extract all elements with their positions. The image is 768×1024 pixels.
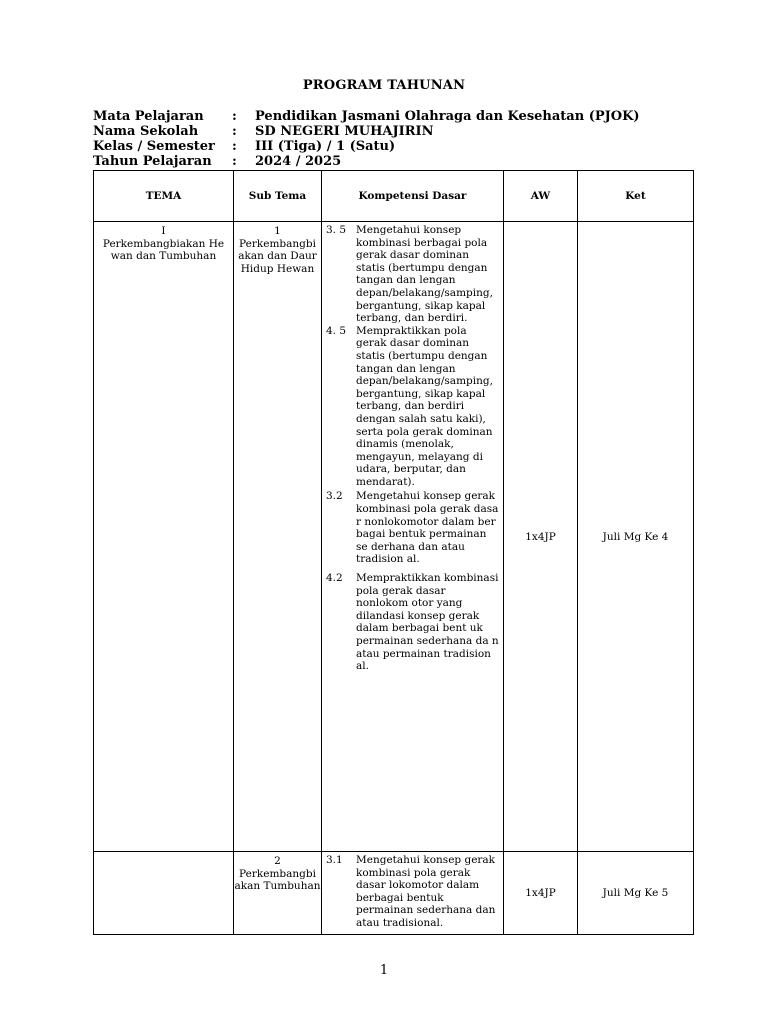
- info-block: [93, 109, 640, 169]
- kompetensi-dasar-cell: [322, 852, 504, 935]
- ket-cell: Juli Mg Ke 5: [578, 852, 694, 935]
- program-table: [93, 170, 694, 935]
- subtema-cell: [234, 222, 322, 852]
- info-row-year: [93, 154, 640, 169]
- info-separator: :: [232, 124, 237, 139]
- subtema-cell: [234, 852, 322, 935]
- kompetensi-dasar-cell: [322, 222, 504, 852]
- kd-item: [326, 572, 499, 673]
- info-value: SD NEGERI MUHAJIRIN: [255, 124, 434, 139]
- ket-cell: Juli Mg Ke 4: [578, 222, 694, 852]
- info-label: Mata Pelajaran: [93, 109, 204, 124]
- info-value: Pendidikan Jasmani Olahraga dan Kesehatan (PJOK): [255, 109, 640, 124]
- kd-text: Mengetahui konsep kombinasi berbagai pola gerak dasar dominan statis (bertumpu dengan tangan dan lengan depan/belakang/samping, bergantung, sikap kapal terbang, dan berdiri.: [356, 224, 493, 325]
- aw-cell: 1x4JP: [504, 222, 578, 852]
- header-tema: TEMA: [94, 171, 234, 222]
- tema-name: Perkembangbiakan He wan dan Tumbuhan: [102, 237, 225, 263]
- subtema-name: Perkembangbi akan Tumbuhan: [234, 867, 321, 893]
- kd-number: 3. 5: [326, 224, 347, 236]
- header-kompetensi-dasar: Kompetensi Dasar: [322, 171, 504, 222]
- kd-text: Mempraktikkan kombinasi pola gerak dasar nonlokom otor yang dilandasi konsep gerak dalam berbagai bent uk permainan sederhana da n atau permainan tradision al.: [356, 572, 499, 673]
- kd-text: Mengetahui konsep gerak kombinasi pola gerak dasar lokomotor dalam berbagai bentuk permainan sederhana dan atau tradisional.: [356, 854, 496, 929]
- tema-cell: [94, 852, 234, 935]
- header-ket: Ket: [578, 171, 694, 222]
- info-separator: :: [232, 109, 237, 124]
- kd-number: 3.2: [326, 490, 343, 503]
- info-value: 2024 / 2025: [255, 154, 342, 169]
- kd-number: 3.1: [326, 854, 343, 866]
- kd-item: [326, 854, 499, 930]
- kd-item: [326, 224, 499, 325]
- page-number: 1: [379, 963, 389, 978]
- table-row: [94, 852, 694, 935]
- info-label: Kelas / Semester: [93, 139, 215, 154]
- info-separator: :: [232, 139, 237, 154]
- header-subtema: Sub Tema: [234, 171, 322, 222]
- info-row-subject: [93, 109, 640, 124]
- header-aw: AW: [504, 171, 578, 222]
- kd-number: 4.2: [326, 572, 343, 585]
- kd-item: [326, 490, 499, 566]
- kd-item: [326, 325, 499, 489]
- info-row-class: [93, 139, 640, 154]
- tema-cell: [94, 222, 234, 852]
- tema-number: I: [161, 225, 166, 237]
- info-separator: :: [232, 154, 237, 169]
- document-title: PROGRAM TAHUNAN: [302, 78, 466, 93]
- info-row-school: [93, 124, 640, 139]
- subtema-name: Perkembangbi akan dan Daur Hidup Hewan: [238, 237, 317, 275]
- table-row: [94, 222, 694, 852]
- info-label: Tahun Pelajaran: [93, 154, 212, 169]
- table-header-row: [94, 171, 694, 222]
- kd-number: 4. 5: [326, 324, 347, 337]
- subtema-number: 2: [274, 855, 281, 867]
- kd-text: Mempraktikkan pola gerak dasar dominan statis (bertumpu dengan tangan dan lengan depan/belakang/samping, bergantung, sikap kapal terbang, dan berdiri dengan salah satu kaki), serta pola gerak dominan dinamis (menolak, mengayun, melayang di udara, berputar, dan mendarat).: [356, 324, 493, 488]
- info-value: III (Tiga) / 1 (Satu): [255, 139, 396, 154]
- subtema-number: 1: [274, 225, 281, 237]
- info-label: Nama Sekolah: [93, 124, 199, 139]
- aw-cell: 1x4JP: [504, 852, 578, 935]
- kd-text: Mengetahui konsep gerak kombinasi pola gerak dasa r nonlokomotor dalam ber bagai bentuk permainan se derhana dan atau tradision al.: [356, 490, 499, 566]
